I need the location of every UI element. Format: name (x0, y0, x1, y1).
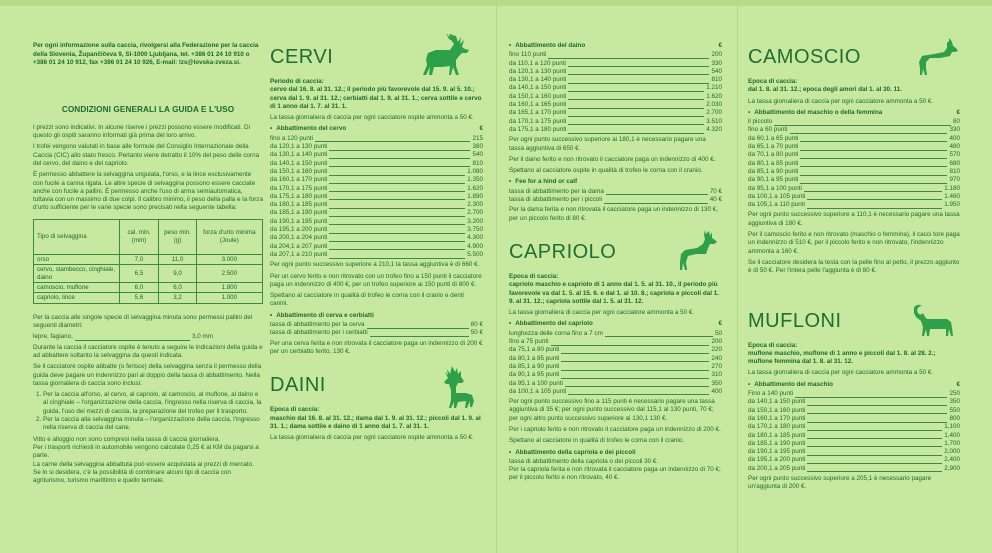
daini-header (270, 366, 483, 398)
section-heading (748, 381, 960, 389)
price-row (270, 218, 483, 226)
period-text: maschio dal 16. 8. al 31. 12.; dama dal 1. 9. al 31. 12.; piccoli dal 1. 9. al 31. 1.; dama sottile e daino di 1 anno dal 1. 7. al 31. 1. (270, 414, 481, 430)
price-row (270, 185, 483, 193)
price-row (509, 196, 722, 204)
row-label: da 100,1 a 105 punti (748, 192, 806, 200)
row-value: 350 (949, 398, 960, 406)
row-value: 1.620 (706, 92, 722, 100)
note-text: Per una cerva ferita e non ritrovata il cacciatore paga un indennizzo di 200 € per un cerbiatto ferito, 130 €. (270, 339, 483, 355)
row-value: 240 (711, 354, 722, 362)
row-value: 2,400 (944, 456, 960, 464)
capriolo-header (509, 233, 722, 265)
row-value: 1.180 (944, 184, 960, 192)
row-label: da 95,1 a 100 punti (748, 184, 802, 192)
row-label: da 140,1 a 150 punti (270, 159, 328, 167)
row-label: fino a 60 punti (748, 126, 788, 134)
paragraph-trophies: I trofei vengono valutati in base alle formule del Consiglio Internazionale della Caccia (CIC) allo stato fresco. Pertanto viene detratto il 10% del peso delle corna del cervo, del daino e del capriolo. (33, 143, 260, 167)
row-value: 1.950 (944, 201, 960, 209)
table-cell: 6,0 (159, 282, 196, 292)
row-label: da 150,1 a 160 punti (748, 406, 806, 414)
tax-text: La tassa giornaliera di caccia per ogni cacciatore ammonta a 50 €. (748, 369, 934, 377)
period-label: Periodo di caccia: (270, 78, 324, 85)
price-row (270, 201, 483, 209)
row-label: da 80,1 a 85 punti (509, 354, 560, 362)
row-value: 80 (952, 118, 960, 126)
price-row (509, 93, 722, 101)
red-deer-icon (416, 34, 478, 78)
daini-title: DAINI (270, 374, 326, 397)
table-header: forza d'urto minima (Joule) (196, 219, 262, 254)
row-label: da 120,1 a 130 punti (270, 143, 328, 151)
table-cell: cervo, stambecco, cinghiale, daino (34, 265, 120, 283)
mufloni-header (748, 302, 960, 334)
note-text: Per un cervo ferito e non ritrovato con un trofeo fino a 150 punti il cacciatore paga un indennizzo di 400 €, per un trofeo superiore ai 150 punti di 800 €. (270, 272, 482, 288)
row-value: 215 (472, 134, 483, 142)
period-label: Epoca di caccia: (748, 341, 798, 349)
cervi-daini-column (270, 38, 483, 445)
note-text: Per il camoscio ferito e non ritrovato (maschio o femmina), il cacci tore paga un indennizzo di 510 €, per il piccolo ferito e non ritrovato, l'indennizzo ammonta a 160 €. (748, 231, 960, 255)
row-label: da 140,1 a 150 punti (509, 84, 567, 92)
table-cell: camoscio, muflone (34, 282, 120, 292)
price-row (270, 243, 483, 251)
section-heading (509, 42, 722, 50)
currency-label: € (718, 42, 722, 49)
row-value: 810 (472, 159, 483, 167)
table-row (34, 282, 263, 292)
row-value: 1,400 (944, 431, 960, 439)
table-cell: capriolo, lince (34, 293, 120, 303)
table-header-row (34, 219, 263, 254)
price-row (270, 176, 483, 184)
price-row (748, 407, 960, 415)
capriolo-price-list (509, 338, 722, 396)
row-label: da 185,1 a 190 punti (748, 439, 806, 447)
row-value: 1.620 (467, 184, 483, 192)
price-row (270, 193, 483, 201)
table-cell: 6,0 (119, 282, 159, 292)
mouflon-icon (914, 302, 960, 338)
row-label: da 195,1 a 200 punti (270, 226, 328, 234)
row-label: da 80,1 a 85 punti (748, 159, 799, 167)
muflone-price-list (748, 390, 960, 473)
currency-label: € (956, 108, 960, 116)
price-row (748, 160, 960, 168)
row-label: da 165,1 a 170 punti (509, 109, 567, 117)
table-cell: 6,5 (119, 265, 159, 283)
row-label: da 85,1 a 90 punti (748, 167, 799, 175)
table-cell: 5,6 (119, 293, 159, 303)
row-label: da 130,1 a 140 punti (270, 151, 328, 159)
price-row (270, 321, 483, 329)
row-label: da 175,1 a 180 punti (270, 192, 328, 200)
note-text: Per ogni punto successivo superiore a 210,1 la tassa aggiuntiva è di 660 €. (270, 261, 480, 269)
price-row (509, 126, 722, 134)
row-value: 200 (711, 51, 722, 59)
row-label: tassa di abbattimento per la dama (509, 187, 604, 195)
table-row (34, 254, 263, 264)
conditions-heading: CONDIZIONI GENERALI LA GUIDA E L'USO (61, 104, 235, 114)
table-cell: 9,0 (159, 265, 196, 283)
row-label: da 130,1 a 140 punti (509, 76, 567, 84)
camoscio-header (748, 38, 960, 70)
row-value: 380 (472, 143, 483, 151)
price-row (270, 251, 483, 259)
price-row (509, 371, 722, 379)
row-label: fino 110 punti (509, 51, 547, 59)
price-row (509, 76, 722, 84)
row-value: 310 (711, 371, 722, 379)
price-row (270, 151, 483, 159)
table-row (34, 265, 263, 283)
row-label: tassa di abbattimento per i cerbiatti (270, 329, 368, 337)
note-text: Per ogni punto successivo superiore ai 180,1 è necessario pagare una tassa aggiuntiva di 650 €. (509, 136, 706, 152)
row-label: da 90,1 a 95 punti (509, 371, 560, 379)
price-row (748, 390, 960, 398)
price-row (270, 135, 483, 143)
price-row (509, 68, 722, 76)
price-row (270, 160, 483, 168)
section-label: • Abbattimento del daino (509, 42, 585, 49)
note-text: Per il daino ferito e non ritrovato il cacciatore paga un indennizzo di 400 €. (509, 155, 716, 163)
row-value: 50 (714, 329, 722, 337)
row-value: 3,0 mm (192, 333, 213, 341)
note-text: Se il cacciatore desidera la testa con la pelle fino al petto, il prezzo aggiunto è di 50 €. Per l'intera pelle l'aggiunta è di 80 €. (748, 258, 960, 275)
note-text: Per ogni punto successivo fino a 115 punti è necessario pagare una tassa aggiuntiva di 35 €; per ogni punto successivo dal 115,1 al 130 punti, 70 €; per ogni altro punto successivo superiore ai 130,1 130 €. (509, 398, 715, 422)
currency-label: € (718, 320, 722, 328)
row-label: da 175,1 a 180 punti (509, 125, 567, 133)
paragraph-prices: I prezzi sono indicativi. In alcune riserve i prezzi possono essere modificati. Di questo gli ospiti saranno informati già prima del loro arrivo. (33, 123, 250, 140)
row-value: 970 (949, 176, 960, 184)
price-row (748, 185, 960, 193)
row-value: 200 (711, 338, 722, 346)
shot-size-row (33, 333, 213, 341)
row-value: 270 (711, 362, 722, 370)
capriolo-title: CAPRIOLO (509, 240, 617, 263)
contact-info: Per ogni informazione sulla caccia, rivolgersi alla Federazione per la caccia della Slovenia, Župančičeva 9, SI-1000 Ljubljana, tel. +386 01 24 10 910 o +386 01 24 10 912, fax +386 01 24 10 926, E-mail: lzs@lovska-zveza.si. (33, 42, 259, 66)
row-value: 80 € (470, 321, 483, 329)
row-label: da 110,1 a 120 punti (509, 59, 566, 67)
section-heading (509, 449, 722, 457)
note-text: Spettano al cacciatore ospite in qualità di trofeo le corna con il cranio. (509, 167, 703, 175)
roe-deer-icon (675, 229, 721, 273)
price-row (270, 226, 483, 234)
row-label: da 85,1 a 90 punti (509, 362, 560, 370)
price-row (748, 465, 960, 473)
price-row (748, 168, 960, 176)
price-row (509, 51, 722, 59)
row-value: 480 (949, 143, 960, 151)
row-label: lepre, fagiano, (33, 333, 73, 341)
row-label: da 200,1 a 204 punti (270, 234, 328, 242)
paragraph-shot: Per la caccia alle singole specie di selvaggina minuta sono permessi pallini del seguenti diametri: (33, 313, 253, 330)
section-label: • Abbattimento del cervo (270, 125, 346, 132)
section-heading (509, 320, 722, 328)
row-value: 5.500 (467, 250, 483, 258)
section-heading (270, 125, 483, 133)
price-row (509, 355, 722, 363)
price-row (748, 126, 960, 134)
table-cell: 7,0 (119, 254, 159, 264)
note-text: Spettano al cacciatore in qualità di trofeo le corna con il cranio e denti canini. (270, 292, 464, 308)
row-value: 1,100 (944, 423, 960, 431)
table-cell: 1.000 (196, 293, 262, 303)
section-label: • Abbattimento del maschio o della femmina (748, 109, 882, 116)
note-text: Spettano al cacciatore in qualità di trofeo le corna con il cranio. (509, 437, 685, 445)
row-label: da 95,1 a 100 punti (509, 379, 563, 387)
row-value: 4.300 (467, 234, 483, 242)
fallow-deer-icon (440, 364, 480, 408)
period-label: Epoca di caccia: (509, 272, 559, 280)
table-cell: 3.000 (196, 254, 262, 264)
price-row (748, 448, 960, 456)
row-label: da 70,1 a 80 punti (748, 151, 799, 159)
row-label: da 105,1 a 110 punti (748, 201, 805, 209)
cerva-price-list (270, 321, 483, 338)
price-row (509, 118, 722, 126)
price-row (270, 234, 483, 242)
row-label: da 65,1 a 70 punti (748, 143, 799, 151)
section-heading (270, 312, 483, 320)
row-value: 2,900 (944, 464, 960, 472)
row-value: 570 (949, 151, 960, 159)
mufloni-title: MUFLONI (748, 309, 842, 332)
row-value: 400 (949, 134, 960, 142)
note-text: Per la dama ferita e non ritrovata il cacciatore paga un indennizzo di 130 €, per un piccolo ferito di 80 €. (509, 206, 718, 222)
period-label: Epoca di caccia: (270, 406, 320, 414)
table-cell: 2.500 (196, 265, 262, 283)
row-value: 4.320 (706, 125, 722, 133)
row-value: 220 (711, 346, 722, 354)
row-label: da 60,1 a 65 punti (748, 134, 799, 142)
paragraph-guide: Durante la caccia il cacciatore ospite è tenuto a seguire le indicazioni della guida e ad abbattere soltanto la selvaggina da questi indicata. (33, 343, 263, 359)
row-label: tassa di abbattimento per i piccoli (509, 196, 603, 204)
row-value: 800 (949, 414, 960, 422)
paragraph-transport: Per i trasporti richiesti in automobile vengono calcolate 0,25 € al KM da pagarsi a parte. (33, 443, 259, 460)
daino-price-list (509, 51, 722, 134)
period-label: Epoca di caccia: (748, 78, 798, 85)
row-value: 330 (711, 59, 722, 67)
row-value: 2,000 (944, 448, 960, 456)
row-value: 1.210 (706, 84, 722, 92)
section-label: • Abbattimento di cerva e cerbiatti (270, 312, 374, 319)
table-cell: 3,2 (159, 293, 196, 303)
tax-text: La tassa giornaliera di caccia per ogni cacciatore ospite ammonta a 50 €. (270, 434, 474, 442)
price-row (509, 101, 722, 109)
row-value: 540 (472, 151, 483, 159)
note-text: Per ogni punto successivo superiore a 205,1 è necessario pagare un'aggiunta di 200 €. (748, 474, 932, 491)
row-value: 330 (949, 126, 960, 134)
period-text: muflone maschio, muflone di 1 anno e piccoli dal 1. 8. al 28. 2.; muflone femmina dal 1. 8. al 31. 12. (748, 349, 936, 366)
period-text: cervo dal 16. 8. al 31. 12.; il periodo più favorevole dal 15. 9. al 5. 10.; cerva dal 1. 9. al 31. 12.; cerbiatti dal 1. 9. al 31. 1.; cerva sottile e cervo di 1 anno dal 1. 7. al 31. 1. (270, 86, 482, 110)
table-cell: 1.800 (196, 282, 262, 292)
row-label: da 190,1 a 195 punti (270, 217, 328, 225)
section-heading (509, 178, 722, 186)
row-value: 1.350 (467, 176, 483, 184)
row-label: da 140,1 a 150 punti (748, 398, 806, 406)
row-label: da 160,1 a 165 punti (509, 101, 567, 109)
table-header: peso min. (g) (159, 219, 196, 254)
camoscio-price-list (748, 118, 960, 209)
row-label: da 160,1 a 170 punti (748, 414, 806, 422)
caliber-table (33, 219, 263, 304)
table-header: cal. min. (mm) (119, 219, 159, 254)
row-value: 70 € (709, 187, 722, 195)
row-label: da 180,1 a 185 punti (270, 201, 328, 209)
row-value: 2.030 (706, 101, 722, 109)
price-row (270, 143, 483, 151)
price-row (748, 440, 960, 448)
paragraph-combine: Se lo si desidera, c'è la possibilità di combinare alcuni tipi di caccia con agriturismo, turismo marittimo e quello termale. (33, 468, 231, 485)
row-value: 540 (711, 67, 722, 75)
period-text: capriolo maschio e capriolo di 1 anno dal 1. 5. al 31. 10., il periodo più favorevole va dal 1. 5. al 15. 6. e dal 1. al 10. 8.; capriola e piccoli dal 1. 9. al 31. 12.; capriola sottile dal 1. 5. al 31. 12. (509, 281, 720, 305)
fold-line-2 (737, 0, 738, 553)
price-row (748, 118, 960, 126)
section-label: • Abbattimento del capriolo (509, 320, 593, 327)
row-value: 1.460 (944, 192, 960, 200)
paragraph-penalty: Se il cacciatore ospite abbatte (o ferisce) della selvaggina senza il permesso della guida deve pagare un indennizzo pari al doppio della tassa di abbattimento. Nella tassa giornaliera di caccia sono inclusi: (33, 363, 262, 387)
row-value: 1,700 (944, 439, 960, 447)
row-value: 2.700 (467, 209, 483, 217)
row-value: 550 (949, 406, 960, 414)
row-value: 810 (949, 167, 960, 175)
tax-text: La tassa giornaliera di caccia per ogni cacciatore ospite ammonta a 50 €. (270, 114, 474, 122)
price-row (509, 388, 722, 396)
row-label: da 150,1 a 160 punti (270, 167, 328, 175)
price-row (509, 330, 722, 338)
row-label: il piccolo (748, 118, 773, 126)
table-cell: orso (34, 254, 120, 264)
currency-label: € (956, 380, 960, 388)
price-row (748, 151, 960, 159)
section-label: • Fee for a hind or calf (509, 178, 577, 185)
row-label: tassa di abbattimento per la cerva (270, 321, 365, 329)
row-label: da 190,1 a 195 punti (748, 448, 806, 456)
table-row (34, 293, 263, 303)
price-row (748, 201, 960, 209)
price-row (270, 168, 483, 176)
row-label: da 170,1 a 175 punti (509, 117, 567, 125)
row-value: 50 € (470, 329, 483, 337)
general-conditions-column (33, 40, 263, 485)
price-row (748, 135, 960, 143)
list-item: 1. Per la caccia all'orso, al cervo, al capriolo, al camoscio, al muflone, al daino e al cinghiale – l'organizzazione della caccia, l'ingresso nella riserva di caccia, la guida, l'uso dei mezzi di caccia, la preparazione del trofeo per il trasporto. (43, 391, 263, 416)
row-value: 810 (711, 76, 722, 84)
row-label: lunghezza delle corna fino a 7 cm (509, 329, 603, 337)
price-row (748, 456, 960, 464)
price-row (748, 176, 960, 184)
price-row (270, 209, 483, 217)
row-label: da 204,1 a 207 punti (270, 242, 328, 250)
daino-capriolo-column (509, 40, 722, 486)
period-text: dal 1. 8. al 31. 12.; epoca degli amori dal 1. al 30. 11. (748, 86, 903, 94)
row-label: da 180,1 a 185 punti (748, 431, 806, 439)
row-label: da 170,1 a 175 punti (270, 184, 328, 192)
row-label: da 195,1 a 200 punti (748, 456, 806, 464)
price-row (509, 60, 722, 68)
note-text: Per la capriola ferita e non ritrovata il cacciatore paga un indennizzo di 70 €; per il piccolo ferito e non ritrovato, 40 €. (509, 466, 721, 482)
row-label: da 75,1 a 80 punti (509, 346, 560, 354)
cervo-price-list (270, 135, 483, 259)
cervi-header (270, 38, 483, 70)
price-row (748, 415, 960, 423)
note-text: Per ogni punto successivo superiore a 110,1 è necessario pagare una tassa aggiuntiva di 180 €. (748, 211, 960, 227)
list-item: 2. Per la caccia alla selvaggina minuta – l'organizzazione della caccia, l'ingresso nella riserva di caccia del cane. (43, 416, 263, 433)
row-label: da 170,1 a 180 punti (748, 423, 806, 431)
price-row (509, 346, 722, 354)
note-text: Per i capriolo ferito e non ritrovato il cacciatore paga un indennizzo di 200 €. (509, 425, 721, 433)
section-label: • Abbattimento del maschio (748, 381, 833, 388)
row-value: 1.080 (467, 167, 483, 175)
row-value: 400 (711, 387, 722, 395)
fold-line-1 (496, 0, 497, 553)
price-row (748, 193, 960, 201)
row-value: 2.700 (706, 109, 722, 117)
row-label: da 150,1 a 160 punti (509, 92, 567, 100)
cervi-title: CERVI (270, 46, 334, 68)
camoscio-mufloni-column (748, 38, 960, 495)
price-row (509, 380, 722, 388)
row-label: da 100,1 a 105 punti (509, 387, 567, 395)
row-value: 4.900 (467, 242, 483, 250)
price-row (509, 338, 722, 346)
row-value: 250 (949, 390, 960, 398)
dama-price-list (509, 188, 722, 205)
note-text: tassa di abbattimento della capriola o dei piccoli 30 €. (509, 457, 659, 465)
row-value: 40 € (709, 196, 722, 204)
paragraph-board: Vitto e alloggio non sono compresi nella tassa di caccia giornaliera. (33, 435, 221, 443)
price-row (748, 143, 960, 151)
row-label: da 120,1 a 130 punti (509, 67, 567, 75)
row-value: 1.890 (467, 192, 483, 200)
row-label: da 160,1 a 170 punti (270, 176, 328, 184)
price-row (748, 432, 960, 440)
row-value: 2.300 (467, 201, 483, 209)
price-row (270, 329, 483, 337)
row-label: fino a 120 punti (270, 134, 314, 142)
price-row (509, 363, 722, 371)
row-label: da 200,1 a 205 punti (748, 464, 806, 472)
price-row (509, 84, 722, 92)
paragraph-meat: La carne della selvaggina abbattuta può essere acquistata ai prezzi di mercato. (33, 460, 254, 468)
tax-text: La tassa giornaliera di caccia per ogni cacciatore ammonta a 50 €. (509, 309, 695, 317)
row-value: 3.750 (467, 226, 483, 234)
price-row (748, 423, 960, 431)
paragraph-weapons: È permesso abbattere la selvaggina ungulata, l'orso, e la lince esclusivamente con fucile a canna rigata. Le altre specie di selvaggina possono essere cacciate anche con fucile a pallini. È permesso anche l'uso di arma semiautomatica, tuttavia con un massimo di due colpi. Il calibro minimo, il peso della palla e la forza d'urto sufficiente per le varie specie sono precisati nella seguente tabella: (33, 171, 263, 212)
row-label: fino a 75 punti (509, 338, 549, 346)
row-value: 3.200 (467, 217, 483, 225)
camoscio-title: CAMOSCIO (748, 46, 861, 68)
section-label: • Abbattimento della capriola e dei piccoli (509, 449, 636, 456)
row-label: da 90,1 a 95 punti (748, 176, 799, 184)
row-label: da 185,1 a 190 punti (270, 209, 328, 217)
price-row (748, 398, 960, 406)
chamois-icon (916, 38, 960, 76)
table-header: Tipo di selvaggina (34, 219, 120, 254)
row-label: da 207,1 a 210 punti (270, 250, 328, 258)
section-heading (748, 109, 960, 117)
included-list (33, 391, 263, 432)
row-label: Fino a 140 punti (748, 390, 794, 398)
currency-label: € (479, 125, 483, 133)
row-value: 3.510 (706, 117, 722, 125)
price-row (509, 188, 722, 196)
row-value: 350 (711, 379, 722, 387)
table-cell: 11,0 (159, 254, 196, 264)
row-value: 680 (949, 159, 960, 167)
tax-text: La tassa giornaliera di caccia per ogni cacciatore ammonta a 50 €. (748, 97, 934, 105)
price-row (509, 109, 722, 117)
